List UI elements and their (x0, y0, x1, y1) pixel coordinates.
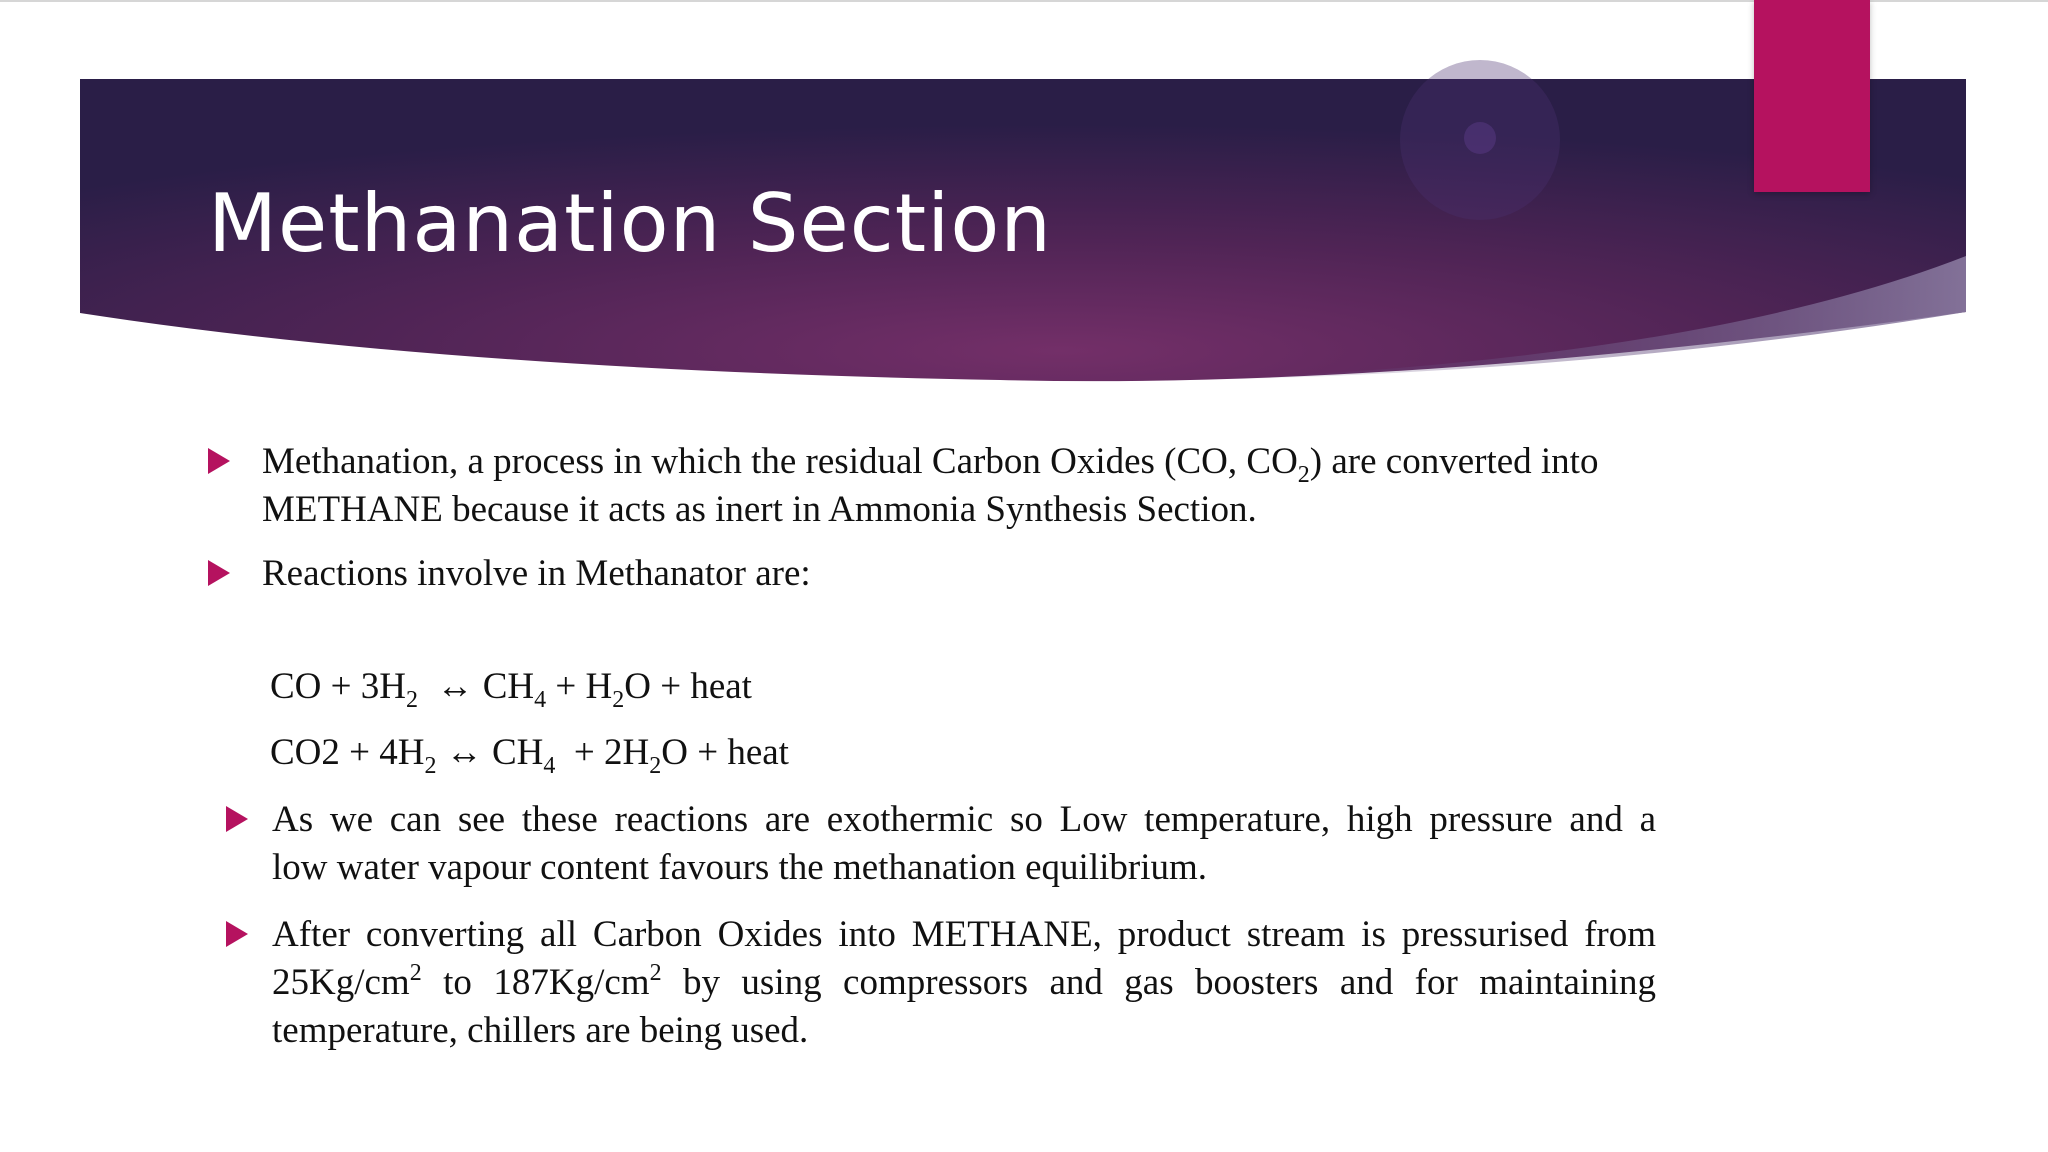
equation-co2 (270, 729, 789, 777)
bullet-text-part: 25Kg/cm (272, 962, 410, 1003)
subscript: 2 (424, 753, 437, 779)
accent-tab (1754, 0, 1870, 192)
bullet-line: After converting all Carbon Oxides into METHANE, product stream is pressurised from (272, 914, 1656, 955)
equation-part: O + heat (624, 666, 752, 707)
bullet-reactions-intro (208, 550, 1668, 598)
bullet-text-part: by using compressors and gas boosters and for maintaining (661, 962, 1656, 1003)
triangle-right-icon (226, 806, 248, 832)
bullet-text-part: to 187Kg/cm (421, 962, 650, 1003)
equation-part: O + heat (661, 732, 789, 773)
equation-co (270, 663, 752, 711)
triangle-right-icon (208, 448, 230, 474)
subscript: 2 (1297, 462, 1310, 488)
bullet-line (272, 959, 1656, 1007)
bullet-text-part: METHANE because it acts as inert in Ammonia Synthesis Section. (262, 489, 1257, 530)
subscript: 2 (406, 687, 418, 713)
bullet-text-part: ) are converted into (1309, 441, 1599, 482)
triangle-right-icon (226, 921, 248, 947)
bullet-line: As we can see these reactions are exothermic so Low temperature, high pressure and a (272, 799, 1656, 840)
equation-part: + H (546, 666, 613, 707)
subscript: 2 (649, 753, 662, 779)
bullet-line: temperature, chillers are being used. (272, 1010, 809, 1051)
superscript: 2 (409, 960, 422, 986)
bullet-text-part: Methanation, a process in which the residual Carbon Oxides (CO, CO (262, 441, 1298, 482)
bullet-line: low water vapour content favours the methanation equilibrium. (272, 847, 1208, 888)
subscript: 2 (612, 687, 625, 713)
equation-part: ↔ CH (436, 732, 544, 773)
bullet-exothermic (226, 796, 1656, 892)
subscript: 4 (543, 753, 556, 779)
bullet-pressurisation (226, 911, 1656, 1055)
bullet-text: Reactions involve in Methanator are: (262, 553, 811, 594)
bullet-text (272, 911, 1656, 1055)
equation-part: ↔ CH (418, 666, 535, 707)
bullet-text (262, 438, 1598, 534)
subscript: 4 (534, 687, 547, 713)
bullet-text (272, 796, 1656, 892)
equation-part: + 2H (555, 732, 650, 773)
bullet-methanation-definition (208, 438, 1668, 534)
slide-title: Methanation Section (208, 177, 1052, 270)
equation-part: CO + 3H (270, 666, 406, 707)
superscript: 2 (649, 960, 662, 986)
equation-part: CO2 + 4H (270, 732, 425, 773)
triangle-right-icon (208, 560, 230, 586)
